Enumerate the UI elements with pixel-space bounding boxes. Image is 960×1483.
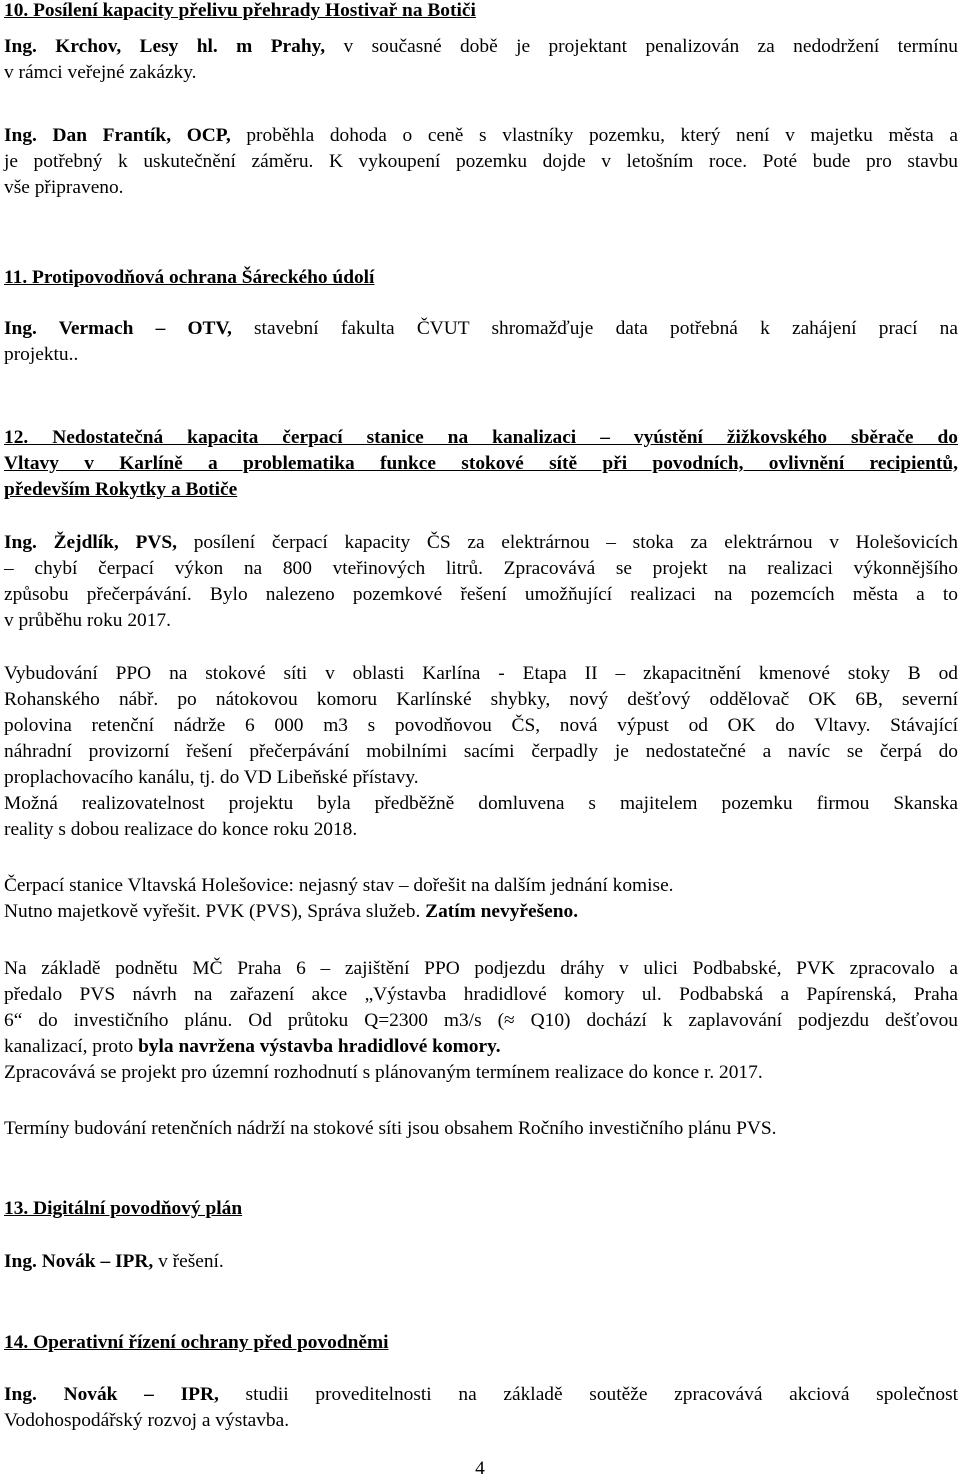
text: kanalizací, proto: [4, 1036, 139, 1057]
section-12-para-2-line-1: Vybudování PPO na stokové síti v oblasti Karlína - Etapa II – zkapacitnění kmenové stoky B od: [4, 663, 958, 684]
person-label: Ing. Krchov, Lesy hl. m Prahy,: [4, 36, 326, 57]
section-12-para-3-line-1: Čerpací stanice Vltavská Holešovice: nejasný stav – dořešit na dalším jednání komise.: [4, 875, 674, 896]
section-12-para-2-line-6: Možná realizovatelnost projektu byla předběžně domluvena s majitelem pozemku firmou Skanska: [4, 793, 958, 814]
section-12-para-2-line-3: polovina retenční nádrže 6 000 m3 s povodňovou ČS, nová výpust od OK do Vltavy. Stávající: [4, 715, 958, 736]
person-label: Ing. Novák – IPR,: [4, 1384, 219, 1405]
section-12-heading-line-3: především Rokytky a Botiče: [4, 479, 238, 500]
person-label: Ing. Dan Frantík, OCP,: [4, 125, 231, 146]
section-13-line-1: [4, 1249, 224, 1275]
section-12-para-2-line-5: proplachovacího kanálu, tj. do VD Libeňské přístavy.: [4, 767, 419, 788]
section-12-para-1-line-3: způsobu přečerpávání. Bylo nalezeno pozemkové řešení umožňující realizaci na pozemcích města a to: [4, 584, 958, 605]
section-12-para-4-line-4: [4, 1034, 501, 1060]
section-12-para-4-line-1: Na základě podnětu MČ Praha 6 – zajištění PPO podjezdu dráhy v ulici Podbabské, PVK zpracovalo a: [4, 958, 958, 979]
section-14-line-1: [4, 1382, 958, 1408]
section-10-para-2-line-1: [4, 123, 958, 149]
text: posílení čerpací kapacity ČS za elektrárnou – stoka za elektrárnou v Holešovicích: [176, 532, 958, 553]
status-note: Zatím nevyřešeno.: [425, 901, 579, 922]
section-12-para-2-line-7: reality s dobou realizace do konce roku 2018.: [4, 819, 358, 840]
text: studii proveditelnosti na základě soutěže zpracovává akciová společnost: [218, 1384, 959, 1405]
section-12-para-1-line-4: v průběhu roku 2017.: [4, 610, 171, 631]
section-11-line-2: projektu..: [4, 344, 79, 365]
section-10-para-2-line-3: vše připraveno.: [4, 177, 124, 198]
text: v řešení.: [153, 1251, 224, 1272]
section-12-para-1-line-2: – chybí čerpací výkon na 800 vteřinových litrů. Zpracovává se projekt na realizaci výkonnějšího: [4, 558, 958, 579]
section-12-para-3-line-2: [4, 899, 578, 925]
emphasis: byla navržena výstavba hradidlové komory.: [138, 1036, 501, 1057]
section-12-para-2-line-4: náhradní provizorní řešení přečerpávání mobilními sacími čerpadly je nedostatečné a navíc se čerpá do: [4, 741, 958, 762]
section-14-line-2: Vodohospodářský rozvoj a výstavba.: [4, 1410, 290, 1431]
person-label: Ing. Žejdlík, PVS,: [4, 532, 177, 553]
section-12-heading-line-1: 12. Nedostatečná kapacita čerpací stanice na kanalizaci – vyústění žižkovského sběrače do: [4, 427, 958, 448]
person-label: Ing. Vermach – OTV,: [4, 318, 232, 339]
section-12-para-2-line-2: Rohanského nábř. po nátokovou komoru Karlínské shybky, nový dešťový oddělovač OK 6B, severní: [4, 689, 958, 710]
section-10-para-1-line-2: v rámci veřejné zakázky.: [4, 62, 197, 83]
section-11-heading: 11. Protipovodňová ochrana Šáreckého údolí: [4, 267, 375, 288]
section-12-para-4-line-2: předalo PVS návrh na zařazení akce „Výstavba hradidlové komory ul. Podbabská a Papírenská, Praha: [4, 984, 958, 1005]
section-14-heading: 14. Operativní řízení ochrany před povodněmi: [4, 1332, 389, 1353]
section-12-para-5-line-1: Termíny budování retenčních nádrží na stokové síti jsou obsahem Ročního investičního plánu PVS.: [4, 1118, 777, 1139]
section-12-heading-line-2: Vltavy v Karlíně a problematika funkce stokové sítě při povodních, ovlivnění recipientů,: [4, 453, 958, 474]
text: proběhla dohoda o ceně s vlastníky pozemku, který není v majetku města a: [230, 125, 958, 146]
section-12-para-1-line-1: [4, 530, 958, 556]
section-10-para-2-line-2: je potřebný k uskutečnění záměru. K vykoupení pozemku dojde v letošním roce. Poté bude pro stavbu: [4, 151, 958, 172]
section-10-heading: 10. Posílení kapacity přelivu přehrady Hostivař na Botiči: [4, 0, 476, 21]
text: v současné době je projektant penalizován za nedodržení termínu: [325, 36, 958, 57]
section-12-para-4-line-5: Zpracovává se projekt pro územní rozhodnutí s plánovaným termínem realizace do konce r. 2017.: [4, 1062, 763, 1083]
text: Nutno majetkově vyřešit. PVK (PVS), Správa služeb.: [4, 901, 426, 922]
section-11-line-1: [4, 316, 958, 342]
page-number: 4: [475, 1458, 485, 1479]
person-label: Ing. Novák – IPR,: [4, 1251, 154, 1272]
text: stavební fakulta ČVUT shromažďuje data potřebná k zahájení prací na: [231, 318, 958, 339]
section-12-para-4-line-3: 6“ do investičního plánu. Od průtoku Q=2300 m3/s (≈ Q10) dochází k zaplavování podjezdu dešťovou: [4, 1010, 958, 1031]
section-10-para-1-line-1: [4, 34, 958, 60]
section-13-heading: 13. Digitální povodňový plán: [4, 1198, 243, 1219]
